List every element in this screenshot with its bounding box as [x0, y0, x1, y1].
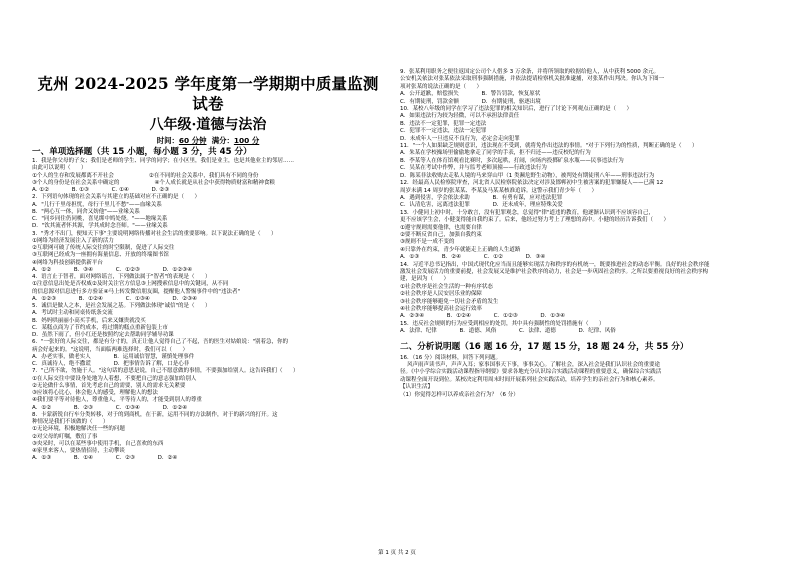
text-line: ③应该将心比心，体会他人的感受，理解他人的想法	[32, 390, 158, 396]
text-line: D．陈某非法收购去走私人境的马来穿山甲（1 类濒危野生动物），被判处有期徒刑八年——刑事违法行为	[400, 172, 655, 179]
text-line: A．朱某在学校操场里偷偷地拿走了同学的手表，拒不归还——违反校纪的行为	[400, 150, 591, 157]
time-label: 时间：	[156, 136, 179, 145]
text-line: 【认识生活】	[400, 384, 434, 391]
text-line: ③社会秩序能够避免一切社会矛盾的发生	[400, 298, 499, 305]
text-line: ③个人的身份是在社会关系中确定的 ④个人成长就是从社会中获得物质财富和精神食粮	[32, 179, 275, 186]
text-line: A．遇到侵害，学会依法求助 B．有勇有谋，应对违法犯罪	[400, 194, 563, 201]
text-line: 病会好起来的。"这说明，当面临两难选择时，我们可以（ ）	[32, 346, 189, 353]
text-line: 风声雨声读书声，声声入耳；家事国事天下事，事事关心。了解社会，深入社会是我们认识社会的重要途	[400, 362, 661, 369]
text-line: 14．习近平总书记指出，中国式现代化应当而且能够实现活力和秩序的有机统一，既要推进社会的动态平衡。良好的社会秩序能	[400, 261, 710, 268]
text-line: ①网络为经济发展注入了新的活力	[32, 237, 114, 244]
text-line: 10．某校八年级的同学在学习了违法犯罪的相关知识后，进行了讨论下列观点正确的是（ ）	[400, 106, 632, 113]
text-line: A．公开道歉，赔偿损失 B．警告罚款，恢复原状	[400, 91, 541, 98]
section-1-title: 一、单项选择题（共 15 小题，每小题 3 分，共 45 分）	[32, 147, 252, 157]
text-line: B．"两心互一体，同舍又妨他"——业缘关系	[32, 208, 140, 215]
text-line: ②无论做什么事情，首先考虑自己的需要，别人的需求无关紧要	[32, 382, 186, 389]
text-line: 12．经最高人民检察院审查，河北省人民检察院依法决定对涉及邯郸初中生被害案的犯罪嫌疑人——已满 12	[400, 180, 664, 187]
text-line: B．李某等人在体育馆观看比赛时，多次起哄，打闹，向场内投掷矿泉水瓶——民事违法行为	[400, 157, 624, 164]
time-value: 60 分钟	[178, 136, 207, 145]
text-line: 更不应该学生会，小健变得能自我约束了。后来，他经过努力考上了理想的高中。小健的经历告诉我们（ ）	[400, 217, 669, 224]
analysis-question-lines	[400, 355, 770, 399]
text-line: 3．"秀才不出门，便知天下事"主要说明网络传播对社会生活的重要影响。以下说法正确的是（ ）	[32, 230, 277, 237]
text-line: 8．卡蒙新锐自行车分类转移，对于的到商机，在于新，运用不同的方法制作，对于的新兴的打开。这	[32, 411, 278, 418]
text-line: ①个人的生存和发展都离不开社会 ②在不同的社会关系中，我们具有不同的身份	[32, 172, 259, 179]
text-line: 5．诚信是做人之本，是社会发展之基。下列做法体现"诚信"的是（ ）	[32, 303, 211, 309]
text-line: 项对张某的说法正确的是（ ）	[400, 83, 482, 90]
text-line: ④网络为科技创新提供新平台	[32, 259, 103, 266]
text-line: C．认清危害，远离违法犯罪 D．还未成年，理应特殊关爱	[400, 202, 563, 209]
text-line: ③互联网已经成为一座拥有海量信息、开放的终端图书馆	[32, 252, 169, 259]
text-line: C．某糕点商为了节约成本，将过期的糕点重新包装上市	[32, 324, 168, 331]
text-line: A．①② B．②③ C．①③④ D．①②④	[32, 404, 188, 411]
text-line: 公安机关依法对张某依法采取刑事强制措施，并依法提请检察机关批准逮捕，对张某作出判决。你认为下图一	[400, 76, 665, 83]
text-line: B．违法不一定犯罪，犯罪一定违法	[400, 120, 487, 127]
text-line: 1．我是你父母的子女；我们是老师的学生、同学的同学；在小区里，我们是业主，也是其他业主的邻居……	[32, 158, 295, 164]
text-line: 由此可以说明（ ）	[32, 165, 87, 172]
text-line: ②要不断反省自己，加强自我约束	[400, 231, 482, 238]
text-line: D．未成年人一旦违反不良行为，必定会走向犯罪	[400, 135, 520, 142]
text-line: 种情况是我们不该做的（ ）	[32, 419, 109, 425]
text-line: B．妈妈哄丽丽小高买手机，后来又嫌贵就没买	[32, 317, 146, 324]
text-line: 11．"一个人如果缺乏规则意识，违法现在不受到，就将免作出违法的事情。"对于下列行为的性质，判断正确的是（ ）	[400, 143, 698, 150]
text-line: C．犯罪不一定违法，违法一定犯罪	[400, 128, 487, 135]
exam-meta	[32, 135, 384, 146]
text-line: 动课程全面开设到位。某校决定利用周末时间开展系列社会实践活动，培养学生的亲社会行为和核心素养。	[400, 376, 659, 383]
text-line: ④家里来客人，要热情招待，主动攀谈	[32, 448, 125, 454]
left-column	[32, 0, 384, 463]
text-line: A．①②③ B．①②④ C．①③④ D．②③④	[32, 295, 197, 302]
text-line: 径。《中小学综合实践活动课程指导纲要》要求各地充分认识综合实践活动课程的重要意义，确保综合实践活	[400, 369, 662, 376]
text-line: 4．语言止于智者，面对网络谣言，下列做法属于"智者"的表现是（ ）	[32, 274, 211, 280]
text-line: 9．张某利用职务之便往返国定公司个人借多 3 万余条，并将所领取的收据给他人，从中获利 5000 余元。	[400, 69, 659, 75]
page-footer: 第 1 页 共 2 页	[378, 550, 416, 556]
left-question-lines	[32, 158, 384, 463]
text-line: D．虽然下雨了，但小红还是按照约定去帮助同学辅导功课	[32, 332, 174, 338]
exam-title: 克州 2024-2025 学年度第一学期期中质量监测试卷	[37, 74, 379, 113]
text-line: A．①③ B．②④ C．①② D．③④	[400, 254, 546, 261]
text-line: ①在人际交往中要设身处地为人着想，不要把自己的意志强加给别人	[32, 375, 197, 382]
text-line: 15．违反社会规则的行为应受到相应的处罚，其中具有强制性的处罚措施有（ ）	[400, 320, 605, 327]
text-line: 建，是因为（ ）	[400, 276, 449, 283]
text-line: 激发社会发展活力的重要前提，社会发展又是维护社会秩序的动力，社会是一步巩固社会秩序。之所以要重视良好的社会秩序构	[400, 268, 709, 275]
text-line: ④社会秩序能够提高社会运行效率	[400, 306, 482, 312]
text-line: ④我们要平等对待他人，尊重他人，平等待人的，才能受到别人的尊重	[32, 397, 202, 404]
score-label: 满分：	[211, 136, 234, 145]
score-value: 100 分	[233, 136, 260, 145]
text-line: ①社会秩序是社会生活的一种有序状态	[400, 283, 493, 290]
text-line: ①无论环境，积极地解决任一些的问题	[32, 426, 125, 433]
text-line: 16．（16 分）阅读材料，回答下列问题。	[400, 354, 501, 361]
text-line: ①注意信息出处是否权威②及时关注官方信息③上网搜索信息中的关键词，从不同	[32, 281, 229, 288]
text-line: C．吴某在考试中作弊，并与监考老师顶撞——行政违法行为	[400, 165, 547, 172]
section-2-title: 二、分析说明题（16 题 16 分，17 题 15 分，18 题 24 分，共 55 分）	[400, 341, 689, 352]
text-line: A．①③ B．①④ C．②③ D．②④	[32, 455, 178, 462]
text-line: 7．"己所不欲，勿施于人。"这句话的意思是说，自己不愿意做的事情，不要强加给别人。这告诉我们（ ）	[32, 368, 299, 375]
right-question-lines	[400, 69, 770, 336]
text-line: ③规则不是一成不变的	[400, 239, 455, 246]
text-line: D．"饮其流者怀其源，学其成时念吾师。"——业缘关系	[32, 223, 168, 230]
text-line: A．①② B．③④ C．①②③ D．①②③④	[32, 266, 193, 273]
text-line: （1）你觉得怎样可以养成亲社会行为？（6 分）	[400, 391, 519, 398]
text-line: A．②③④ B．①②④ C．①②③ D．①③④	[400, 313, 565, 320]
text-line: ①遵守规则需要他律，也需要自律	[400, 224, 482, 231]
text-line: 13．小健同上初中时，十分敢言，没有犯罪观念，总觉得"律"道违的教育，他逐渐认识到不应该容自己，	[400, 209, 655, 216]
text-line: 6．"一张好的人际交往，都是有分寸的，真正让他人觉得自己了不起，吾的医生对姑娘说："别着急，你的	[32, 339, 289, 346]
text-line: 的信息源对信息进行多方验证④马上转发微信朋友圈，提醒他人警惕事件中的"违法者"	[32, 288, 240, 295]
text-line: 2．下列语句体现的社会关系与其建立的基础对应不正确的是（ ）	[32, 194, 200, 201]
text-line: A．考试时主动和同桌传纸条交流	[32, 310, 113, 317]
text-line: ③央采时，可以在某些事中使用手机，自己喜欢的东西	[32, 440, 164, 447]
text-line: ②对父母的叮嘱，敷衍了事	[32, 433, 98, 440]
text-line: C．有期徒刑，罚款金额 D．有期徒刑，驱逐出境	[400, 98, 541, 105]
text-line: ②社会秩序是人民安居乐业的保障	[400, 291, 482, 298]
text-line: ②互联网可破了传统人际交往的时空限制，促进了人际交往	[32, 245, 175, 251]
text-line: A．"儿行千里母担忧，母行千里儿不愁"——血缘关系	[32, 201, 162, 208]
text-line: A. ①② B. ①③ C. ①④ D. ②③	[32, 187, 170, 193]
text-line: C．真诚待人，绝不撒谎 D．把事情告诉了解，口是心非	[32, 361, 190, 367]
text-line: ④只靠外在约束，青少年就能走上正确的人生道路	[400, 246, 521, 253]
text-line: A．法律、纪律 B．道德、风俗 C．法律、道德 D．纪律、风俗	[400, 328, 616, 335]
exam-subtitle: 八年级·道德与法治	[149, 117, 267, 133]
text-line: C．"同乡同住仍同桃，喜见绑中鸠处绕。"——地缘关系	[32, 216, 168, 222]
text-line: 周岁未满 14 周岁的张某某、李某及马某某核准追诉。这警示我们青少年（ ）	[400, 187, 597, 194]
right-column	[400, 0, 770, 399]
text-line: A．办老实事，做老实人 B．运用诚信智慧，谨慎处理事件	[32, 353, 195, 360]
text-line: A．如果违法行为较为轻微，可以不承担法律责任	[400, 113, 520, 120]
